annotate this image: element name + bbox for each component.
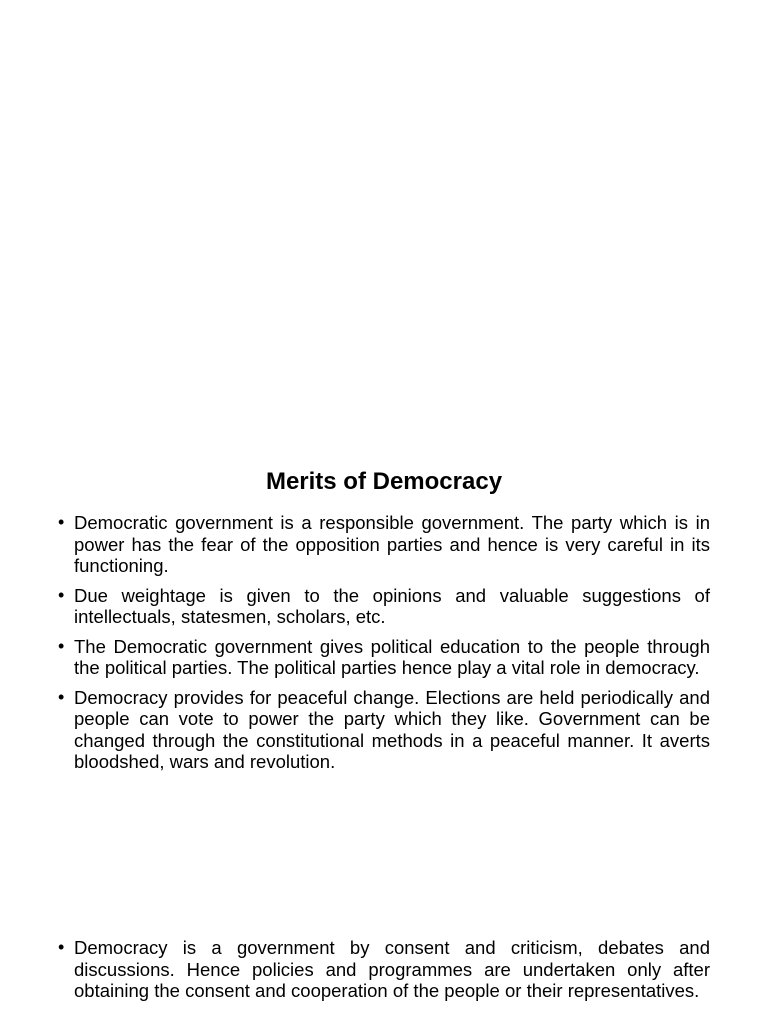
- bullet-text: Democracy provides for peaceful change. Elections are held periodically and people can vote to power the party which they like. Government can be changed through the constitutional methods in a peaceful manner. It averts bloodshed, wars and revolution.: [74, 686, 710, 772]
- bullet-text: Due weightage is given to the opinions and valuable suggestions of intellectuals, statesmen, scholars, etc.: [74, 584, 710, 627]
- bullet-icon: •: [58, 937, 65, 957]
- bullet-text: Democratic government is a responsible government. The party which is in power has the fear of the opposition parties and hence is very careful in its functioning.: [74, 512, 710, 576]
- bullet-icon: •: [58, 635, 65, 656]
- bullet-item-consent-and-criticism: [56, 937, 710, 1002]
- bullet-icon: •: [58, 584, 65, 605]
- bullet-text: Democracy is a government by consent and criticism, debates and discussions. Hence policies and programmes are undertaken only after obtaining the consent and cooperation of the people or their representatives.: [74, 937, 710, 1001]
- bullet-text: The Democratic government gives political education to the people through the political parties. The political parties hence play a vital role in democracy.: [74, 635, 710, 678]
- bullet-icon: •: [58, 512, 65, 532]
- bullet-icon: •: [58, 686, 65, 707]
- bullet-item-responsible-government: [56, 512, 710, 577]
- bullet-item-peaceful-change: [56, 687, 710, 773]
- bullet-item-due-weightage: [56, 585, 710, 628]
- slide-title: Merits of Democracy: [265, 468, 503, 495]
- next-slide-bullet-list: [56, 937, 710, 1010]
- merits-bullet-list: [56, 512, 710, 781]
- bullet-item-political-education: [56, 636, 710, 679]
